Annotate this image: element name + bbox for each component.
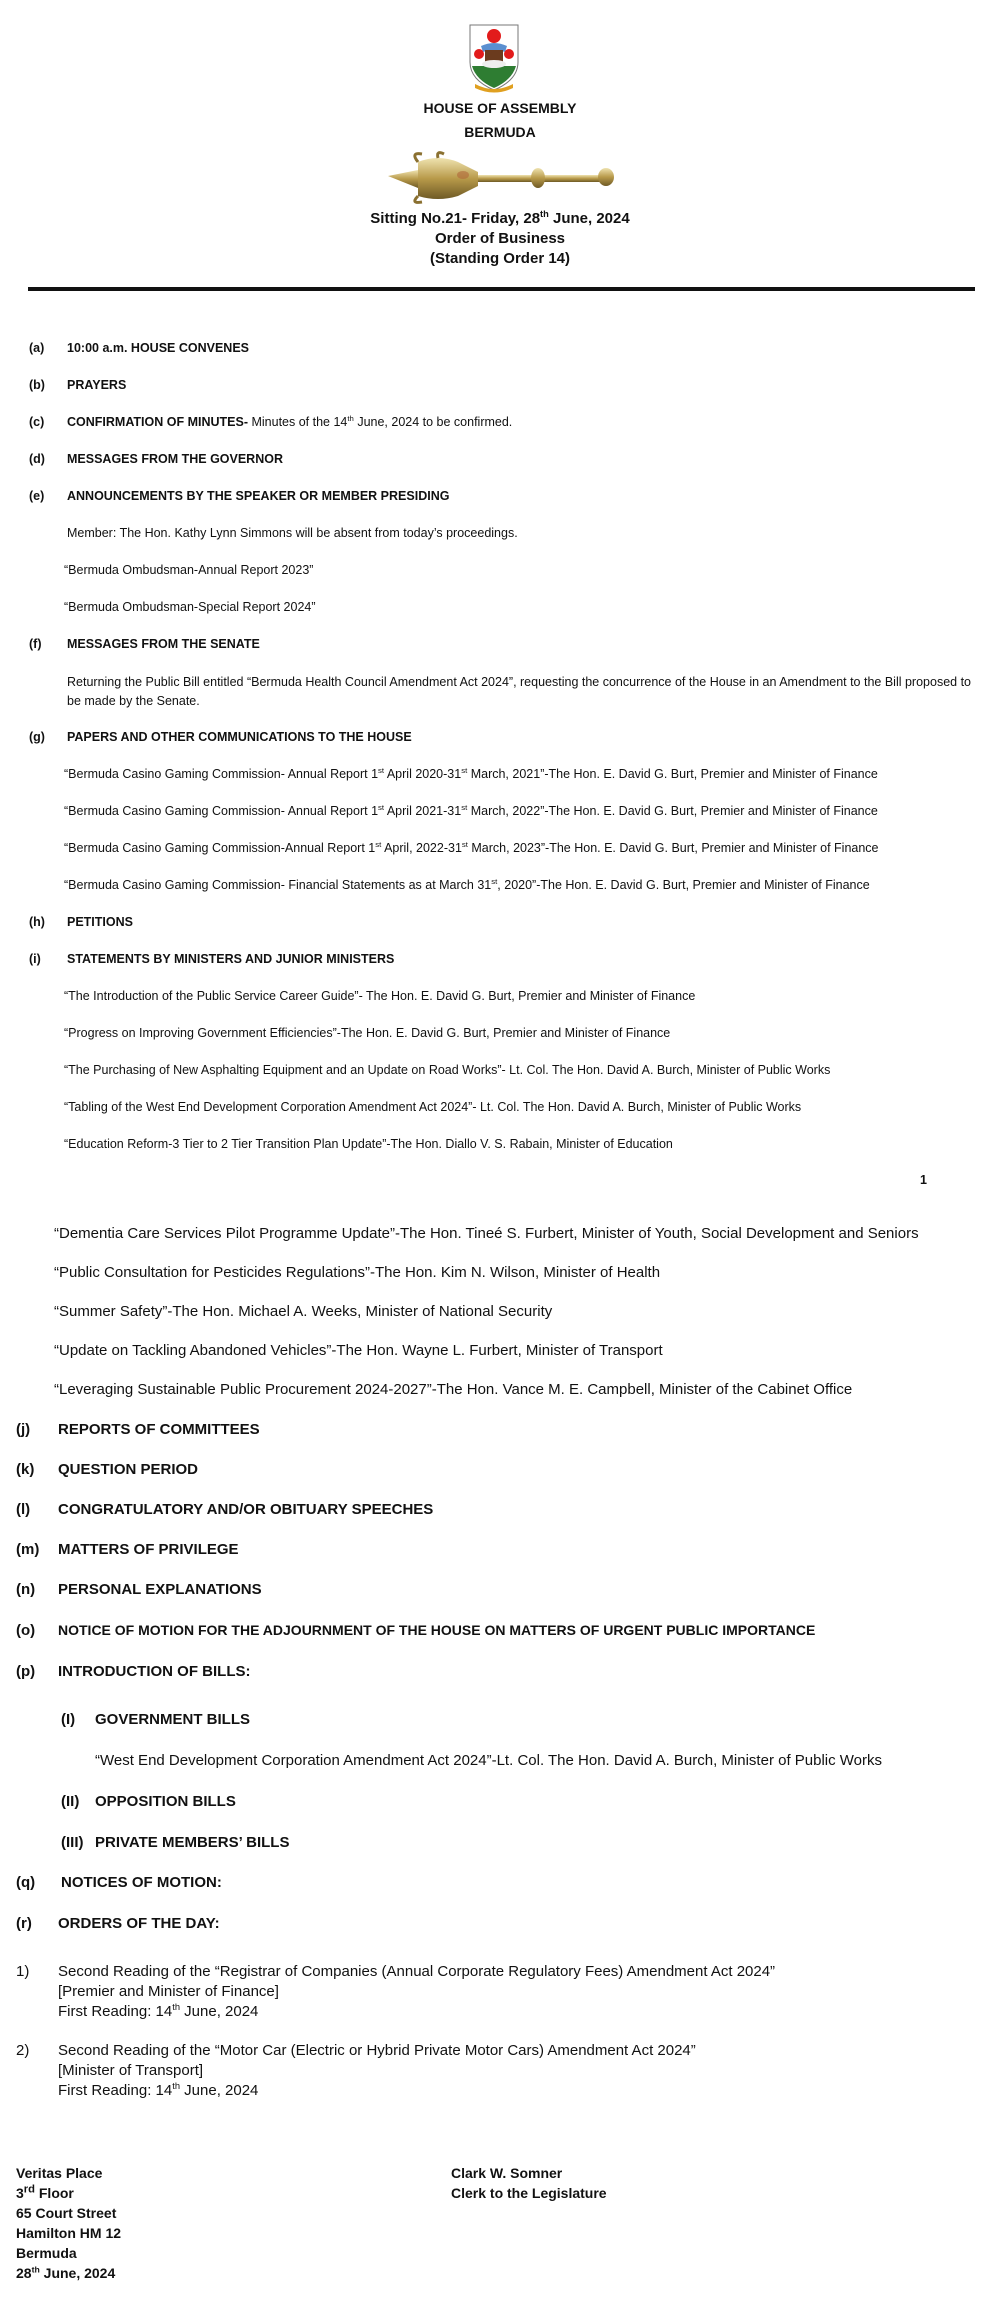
- item-title: MESSAGES FROM THE GOVERNOR: [67, 452, 283, 466]
- item-label: (m): [16, 1541, 40, 1558]
- paper-line: “Bermuda Casino Gaming Commission- Annual Report 1st April 2020-31st March, 2021”-The Hon. E. David G. Burt, Premier and Minister of Finance: [64, 765, 878, 781]
- paper-line: “Bermuda Casino Gaming Commission-Annual Report 1st April, 2022-31st March, 2023”-The Hon. E. David G. Burt, Premier and Minister of Finance: [64, 839, 879, 855]
- address-line: Bermuda: [16, 2245, 77, 2261]
- item-label: (h): [29, 915, 45, 929]
- item-label: (c): [29, 415, 45, 429]
- coat-of-arms-icon: [467, 22, 521, 94]
- address-line: 3rd Floor: [16, 2183, 74, 2201]
- order-of-business: Order of Business: [434, 230, 566, 247]
- government-bill-line: “West End Development Corporation Amendment Act 2024”-Lt. Col. The Hon. David A. Burch, Minister of Public Works: [95, 1752, 883, 1769]
- order-first-reading: First Reading: 14th June, 2024: [58, 2081, 259, 2099]
- statement-line: “Dementia Care Services Pilot Programme Update”-The Hon. Tineé S. Furbert, Minister of Youth, Social Development and Seniors: [54, 1225, 919, 1242]
- address-line: 65 Court Street: [16, 2205, 117, 2221]
- subitem-title: OPPOSITION BILLS: [95, 1793, 236, 1810]
- sitting-line: Sitting No.21- Friday, 28th June, 2024: [370, 209, 630, 227]
- statement-line: “Leveraging Sustainable Public Procurement 2024-2027”-The Hon. Vance M. E. Campbell, Minister of the Cabinet Office: [54, 1381, 853, 1398]
- address-line: Hamilton HM 12: [16, 2225, 122, 2241]
- order-title: Second Reading of the “Motor Car (Electric or Hybrid Private Motor Cars) Amendment Act 2024”: [58, 2042, 696, 2059]
- item-title: INTRODUCTION OF BILLS:: [58, 1663, 251, 1680]
- statement-line: “The Introduction of the Public Service Career Guide”- The Hon. E. David G. Burt, Premier and Minister of Finance: [64, 989, 696, 1003]
- item-title: 10:00 a.m. HOUSE CONVENES: [67, 341, 250, 355]
- item-label: (d): [29, 452, 45, 466]
- statement-line: “The Purchasing of New Asphalting Equipment and an Update on Road Works”- Lt. Col. The Hon. David A. Burch, Minister of Public Works: [64, 1063, 831, 1077]
- address-date: 28th June, 2024: [16, 2264, 116, 2281]
- item-title: NOTICE OF MOTION FOR THE ADJOURNMENT OF THE HOUSE ON MATTERS OF URGENT PUBLIC IMPORTANCE: [58, 1622, 816, 1638]
- order-first-reading: First Reading: 14th June, 2024: [58, 2002, 259, 2020]
- item-label: (f): [29, 637, 42, 651]
- statement-line: “Tabling of the West End Development Corporation Amendment Act 2024”- Lt. Col. The Hon. David A. Burch, Minister of Public Works: [64, 1100, 802, 1114]
- order-sponsor: [Premier and Minister of Finance]: [58, 1983, 279, 2000]
- item-title: REPORTS OF COMMITTEES: [58, 1421, 260, 1438]
- order-sponsor: [Minister of Transport]: [58, 2062, 204, 2079]
- statement-line: “Summer Safety”-The Hon. Michael A. Weeks, Minister of National Security: [54, 1303, 553, 1320]
- statement-line: “Public Consultation for Pesticides Regulations”-The Hon. Kim N. Wilson, Minister of Health: [54, 1264, 661, 1281]
- subitem-title: GOVERNMENT BILLS: [95, 1711, 251, 1728]
- item-title: STATEMENTS BY MINISTERS AND JUNIOR MINISTERS: [67, 952, 395, 966]
- document-title: HOUSE OF ASSEMBLY: [423, 100, 577, 116]
- paper-line: “Bermuda Casino Gaming Commission- Financial Statements as at March 31st, 2020”-The Hon. E. David G. Burt, Premier and Minister of Finance: [64, 876, 870, 892]
- subitem-label: (I): [61, 1711, 76, 1728]
- item-label: (i): [29, 952, 41, 966]
- item-title: NOTICES OF MOTION:: [61, 1874, 222, 1891]
- item-label: (n): [16, 1581, 36, 1598]
- order-number: 1): [16, 1963, 30, 1980]
- item-label: (j): [16, 1421, 31, 1438]
- subitem-label: (III): [61, 1834, 84, 1851]
- announcement-line: “Bermuda Ombudsman-Special Report 2024”: [64, 600, 316, 614]
- standing-order: (Standing Order 14): [429, 250, 571, 267]
- announcement-line: “Bermuda Ombudsman-Annual Report 2023”: [64, 563, 314, 577]
- item-label: (g): [29, 730, 45, 744]
- statement-line: “Update on Tackling Abandoned Vehicles”-The Hon. Wayne L. Furbert, Minister of Transport: [54, 1342, 663, 1359]
- senate-message: Returning the Public Bill entitled “Bermuda Health Council Amendment Act 2024”, requesting the concurrence of the House in an Amendment to the Bill proposed to be made by the Senate.: [67, 675, 971, 708]
- clerk-title: Clerk to the Legislature: [451, 2185, 607, 2201]
- order-number: 2): [16, 2042, 30, 2059]
- statement-line: “Education Reform-3 Tier to 2 Tier Transition Plan Update”-The Hon. Diallo V. S. Rabain, Minister of Education: [64, 1137, 673, 1151]
- item-label: (e): [29, 489, 45, 503]
- announcement-line: Member: The Hon. Kathy Lynn Simmons will be absent from today’s proceedings.: [67, 526, 518, 540]
- item-title: PERSONAL EXPLANATIONS: [58, 1581, 262, 1598]
- item-title: PETITIONS: [67, 915, 133, 929]
- item-title: MATTERS OF PRIVILEGE: [58, 1541, 239, 1558]
- item-label: (r): [16, 1915, 32, 1932]
- statement-line: “Progress on Improving Government Efficiencies”-The Hon. E. David G. Burt, Premier and Minister of Finance: [64, 1026, 671, 1040]
- item-label: (p): [16, 1663, 36, 1680]
- item-label: (a): [29, 341, 45, 355]
- paper-line: “Bermuda Casino Gaming Commission- Annual Report 1st April 2021-31st March, 2022”-The Hon. E. David G. Burt, Premier and Minister of Finance: [64, 802, 878, 818]
- item-text: CONFIRMATION OF MINUTES- Minutes of the 14th June, 2024 to be confirmed.: [67, 413, 513, 429]
- clerk-name: Clark W. Somner: [451, 2165, 563, 2181]
- page-number: 1: [920, 1173, 927, 1187]
- item-label: (k): [16, 1461, 35, 1478]
- order-title: Second Reading of the “Registrar of Companies (Annual Corporate Regulatory Fees) Amendment Act 2024”: [58, 1963, 776, 1980]
- item-title: ORDERS OF THE DAY:: [58, 1915, 220, 1932]
- subitem-label: (II): [61, 1793, 80, 1810]
- item-title: PAPERS AND OTHER COMMUNICATIONS TO THE HOUSE: [67, 730, 412, 744]
- subitem-title: PRIVATE MEMBERS’ BILLS: [95, 1834, 290, 1851]
- mace-icon: [378, 150, 618, 205]
- item-label: (l): [16, 1501, 31, 1518]
- address-line: Veritas Place: [16, 2165, 103, 2181]
- document-subtitle: BERMUDA: [464, 124, 536, 140]
- item-title: PRAYERS: [67, 378, 127, 392]
- item-label: (o): [16, 1622, 36, 1639]
- item-label: (q): [16, 1874, 36, 1891]
- item-label: (b): [29, 378, 45, 392]
- item-title: QUESTION PERIOD: [58, 1461, 199, 1478]
- header-divider: [28, 287, 975, 291]
- item-title: ANNOUNCEMENTS BY THE SPEAKER OR MEMBER PRESIDING: [67, 489, 450, 503]
- item-title: MESSAGES FROM THE SENATE: [67, 637, 260, 651]
- item-title: CONGRATULATORY AND/OR OBITUARY SPEECHES: [58, 1501, 434, 1518]
